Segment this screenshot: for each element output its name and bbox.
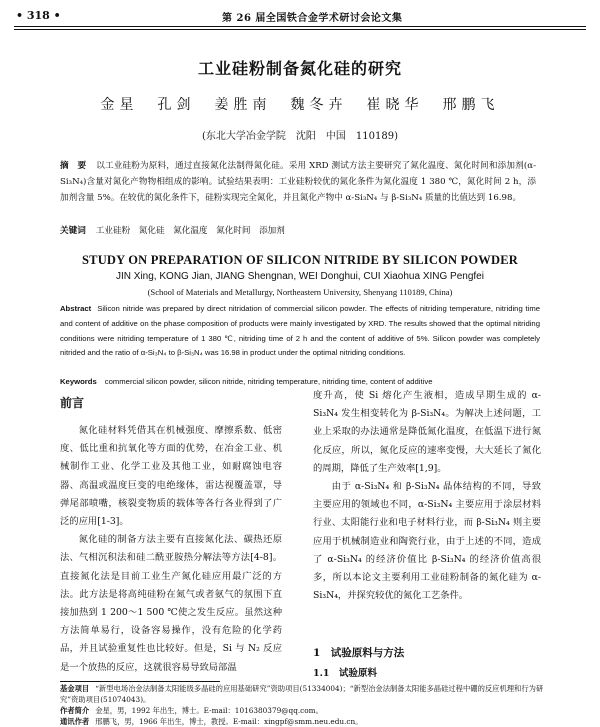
subsection-1-1-title: 1.1 试验原料: [313, 668, 378, 679]
body-paragraph: 氮化硅的制备方法主要有直接氮化法、碳热还原法、气相沉积法和硅二酰亚胺热分解法等方法[4-8]。直接氮化法是目前工业生产氮化硅应用最广泛的方法。此方法是将高纯硅粉在氮气或者氨气的氛围下直接加热到 1 200～1 500 ℃使之发生反应。虽然这种方法简单易行，设备容易操作，没有危险的化学药品，并且试验重复性也比较好。但是，Si 与 N₂ 反应是一个放热的反应，这就很容易导致局部温: [60, 534, 282, 673]
section-preface-title: 前言: [60, 396, 85, 410]
abstract-en: [60, 302, 540, 361]
keywords-cn-label: 关键词: [60, 226, 86, 236]
footnote-text: 金星，男，1992 年出生，博士。E-mail：1016380379@qq.com。: [95, 706, 323, 715]
section-1-title: 1 试验原料与方法: [313, 647, 405, 659]
body-paragraph: 度升高，使 Si 熔化产生液相，造成早期生成的 α-Si₃N₄ 发生相变转化为 β-Si₃N₄。为解决上述问题，工业上采取的办法通常是降低氮化温度，在低温下进行氮化反应，所以，氮化反应的速率变慢，大大延长了氮化的周期，降低了生产效率[1,9]。: [313, 390, 541, 474]
keywords-en-label: Keywords: [60, 377, 97, 386]
footnote-label: 基金项目: [60, 684, 90, 693]
footnote-corresponding: [60, 716, 550, 727]
paper-title-en: STUDY ON PREPARATION OF SILICON NITRIDE BY SILICON POWDER: [82, 253, 518, 267]
keywords-en: [60, 377, 540, 386]
keywords-cn: [60, 224, 536, 236]
footnote-funding: [60, 683, 550, 705]
running-title: 第 26 届全国铁合金学术研讨会论文集: [222, 13, 403, 24]
page-number: • 318 •: [16, 9, 61, 22]
abstract-cn-label: 摘 要: [60, 161, 87, 171]
paper-title-cn: 工业硅粉制备氮化硅的研究: [197, 59, 402, 78]
affiliation-cn: (东北大学冶金学院 沈阳 中国 110189): [202, 131, 398, 142]
footnote-label: 作者简介: [60, 706, 90, 715]
body-left-column: [60, 422, 282, 677]
abstract-en-label: Abstract: [60, 304, 92, 313]
authors-cn: 金星 孔剑 姜胜南 魏冬卉 崔晓华 邢鹏飞: [100, 97, 500, 113]
footnote-author: [60, 705, 550, 716]
footnote-label: 通讯作者: [60, 717, 90, 726]
abstract-cn: [60, 158, 536, 206]
body-right-column: [313, 387, 541, 605]
body-paragraph: 氮化硅材料凭借其在机械强度、摩擦系数、低密度、低比重和抗氧化等方面的优势，在冶金工业、机械制作工业、化学工业及其他工业，如耐腐蚀电容器、高温或温度巨变的电绝缘体，雷达视覆盖罩，导弹尾部喷嘴，核裂变物质的载体等各行各业得到了广泛的应用[1-3]。: [60, 425, 282, 528]
keywords-cn-text: 工业硅粉 氮化硅 氮化温度 氮化时间 添加剂: [95, 226, 285, 236]
footnote-rule: [60, 681, 220, 682]
body-paragraph: 由于 α-Si₃N₄ 和 β-Si₃N₄ 晶体结构的不同，导致主要应用的领域也不同，α-Si₃N₄ 主要应用于涂层材料行业、太阳能行业和电子材料行业，而 β-Si₃N₄ 则主要应用于机械制造业和陶瓷行业，由于上述的不同，造成了 α-Si₃N₄ 的经济价值比 β-Si₃N₄ 的经济价值高很多，所以本论文主要利用工业硅粉制备的氮化硅为 α-Si₃N₄，并探究较优的氮化工艺条件。: [313, 481, 541, 602]
header-rule: [14, 26, 586, 27]
abstract-en-text: Silicon nitride was prepared by direct nitridation of commercial silicon powder. The effects of nitriding temperature, nitriding time and content of additive on the phase composition of products were mainly investigated by XRD. The results showed that the optimal nitriding conditions were nitriding temperature of 1 380 ℃, nitriding time of 2 h and the content of additive of 5%. Silicon powder was completely nitrided and the ratio of α-Si₃N₄ to β-Si₃N₄ was 16.98 in product under the optimal nitriding conditions.: [60, 304, 540, 358]
footnote-text: “新型电场冶金法制备太阳能级多晶硅的应用基础研究”资助项目(51334004)；“新型冶金法制备太阳能多晶硅过程中硼的反应机理和行为研究”资助项目(51074043)。: [60, 684, 544, 704]
keywords-en-text: commercial silicon powder, silicon nitride, nitriding temperature, nitriding time, content of additive: [104, 377, 433, 386]
footnote-text: 邢鹏飞，男，1966 年出生，博士，教授。E-mail：xingpf@smm.neu.edu.cn。: [95, 717, 363, 726]
authors-en: JIN Xing, KONG Jian, JIANG Shengnan, WEI Donghui, CUI Xiaohua XING Pengfei: [116, 271, 484, 282]
affiliation-en: (School of Materials and Metallurgy, Northeastern University, Shenyang 110189, China): [147, 287, 453, 297]
header-rule-thin: [14, 29, 586, 30]
footnotes: [60, 683, 550, 727]
abstract-cn-text: 以工业硅粉为原料，通过直接氮化法制得氮化硅。采用 XRD 测试方法主要研究了氮化温度、氮化时间和添加剂(α-Si₃N₄)含量对氮化产物物相组成的影响。试验结果表明：工业硅粉较优的氮化条件为氮化温度 1 380 ℃，氮化时间 2 h，添加剂含量 5%。在较优的氮化条件下，硅粉实现完全氮化，并且氮化产物中 α-Si₃N₄ 与 β-Si₃N₄ 质量的比值达到 16.98。: [60, 161, 536, 203]
